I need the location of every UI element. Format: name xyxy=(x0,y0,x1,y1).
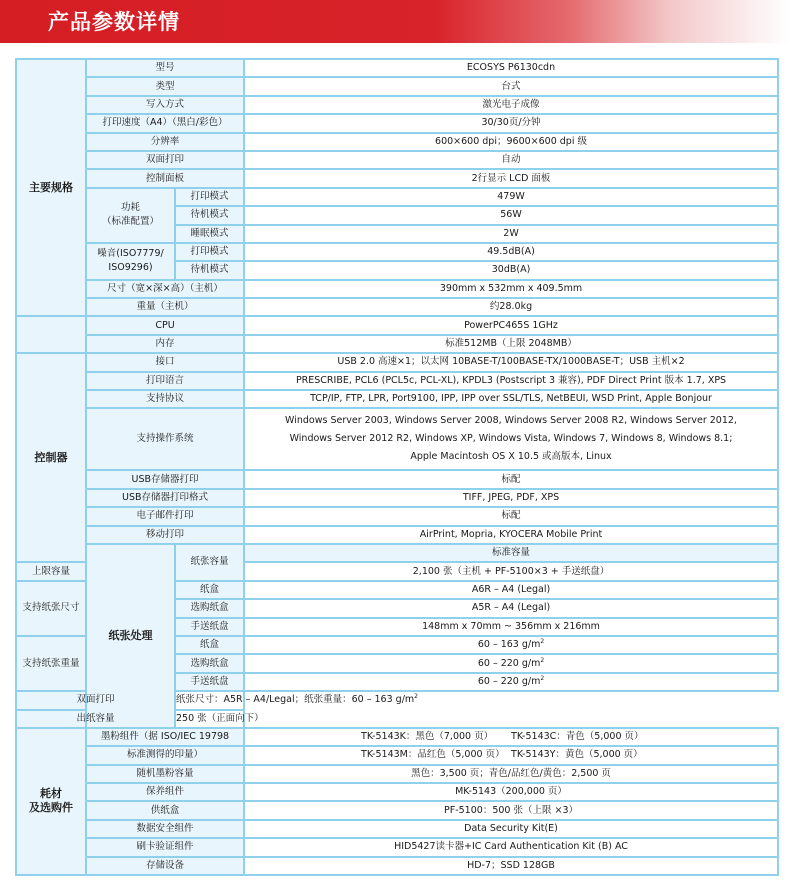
row-label-model: 型号 xyxy=(86,59,244,77)
row-value-noise-ready: 30dB(A) xyxy=(244,261,778,279)
row-label-write: 写入方式 xyxy=(86,96,244,114)
row-label-security: 数据安全组件 xyxy=(86,820,244,838)
row-label-speed: 打印速度（A4）（黑白/彩色） xyxy=(86,114,244,132)
table-row xyxy=(16,133,778,151)
table-row xyxy=(16,390,778,408)
row-sublabel-weight-manual: 手送纸盘 xyxy=(175,673,244,691)
row-sublabel-noise-ready: 待机模式 xyxy=(175,261,244,279)
unit-superscript: 2 xyxy=(540,656,545,664)
weight-optional-text: 60 – 220 g/m xyxy=(477,657,541,669)
row-value-weight-optional xyxy=(244,654,778,672)
row-label-interface: 接口 xyxy=(86,353,244,371)
row-label-mobile-print: 移动打印 xyxy=(86,526,244,544)
row-label-os: 支持操作系统 xyxy=(86,408,244,470)
row-value-security: Data Security Kit(E) xyxy=(244,820,778,838)
row-value-storage: HD-7；SSD 128GB xyxy=(244,857,778,875)
row-label-usb-print: USB存储器打印 xyxy=(86,470,244,488)
row-value-power-print: 479W xyxy=(244,188,778,206)
table-row xyxy=(16,765,778,783)
row-label-weight: 重量（主机） xyxy=(86,298,244,316)
toner-black: TK-5143K：黑色（7,000 页） xyxy=(361,731,494,743)
table-row xyxy=(16,489,778,507)
table-row xyxy=(16,59,778,77)
row-label-duplex: 双面打印 xyxy=(86,151,244,169)
section-label-main: 主要规格 xyxy=(16,59,86,316)
row-label-memory: 内存 xyxy=(86,335,244,353)
table-row xyxy=(16,316,778,334)
row-label-power xyxy=(86,188,175,243)
row-value-feeder: PF-5100：500 张（上限 ×3） xyxy=(244,801,778,819)
weight-cassette-text: 60 – 163 g/m xyxy=(477,639,541,651)
table-row xyxy=(16,710,778,728)
row-sublabel-size-cassette: 纸盒 xyxy=(175,581,244,599)
row-value-weight-manual xyxy=(244,673,778,691)
row-sublabel-weight-cassette: 纸盒 xyxy=(175,636,244,654)
noise-label-line1: 噪音(ISO7779/ xyxy=(97,248,164,260)
row-value-type: 台式 xyxy=(244,77,778,95)
table-row xyxy=(16,151,778,169)
table-row xyxy=(16,372,778,390)
weight-manual-text: 60 – 220 g/m xyxy=(477,675,541,687)
row-label-language: 打印语言 xyxy=(86,372,244,390)
row-value-duplex-paper xyxy=(175,691,418,709)
table-row xyxy=(16,470,778,488)
section-label-cpu xyxy=(16,316,86,353)
table-row xyxy=(16,353,778,371)
table-row xyxy=(16,838,778,856)
row-value-email-print: 标配 xyxy=(244,507,778,525)
table-row xyxy=(16,691,778,709)
row-value-speed: 30/30页/分钟 xyxy=(244,114,778,132)
row-value-power-sleep: 2W xyxy=(244,225,778,243)
row-sublabel-weight-optional: 选购纸盒 xyxy=(175,654,244,672)
row-label-storage: 存储设备 xyxy=(86,857,244,875)
row-label-maintenance: 保养组件 xyxy=(86,783,244,801)
spec-table xyxy=(15,58,779,876)
row-value-cpu: PowerPC465S 1GHz xyxy=(244,316,778,334)
row-value-size-cassette: A6R – A4 (Legal) xyxy=(244,581,778,599)
table-row xyxy=(16,783,778,801)
table-row xyxy=(16,335,778,353)
row-label-capacity: 纸张容量 xyxy=(175,544,244,581)
row-value-interface: USB 2.0 高速×1；以太网 10BASE-T/100BASE-TX/1000BASE-T；USB 主机×2 xyxy=(244,353,778,371)
row-label-email-print: 电子邮件打印 xyxy=(86,507,244,525)
table-row xyxy=(16,801,778,819)
row-value-starter-toner: 黑色：3,500 页；青色/品红色/黄色：2,500 页 xyxy=(244,765,778,783)
row-value-os xyxy=(244,408,778,470)
page-title: 产品参数详情 xyxy=(48,10,180,34)
consumables-label-line2: 及选购件 xyxy=(29,801,73,815)
section-header-bar xyxy=(0,0,790,43)
table-row xyxy=(16,243,778,261)
row-value-memory: 标准512MB（上限 2048MB） xyxy=(244,335,778,353)
row-label-feeder: 供纸盒 xyxy=(86,801,244,819)
row-value-write: 激光电子成像 xyxy=(244,96,778,114)
noise-label-line2: ISO9296) xyxy=(108,262,153,274)
row-label-paper-weight: 支持纸张重量 xyxy=(16,636,86,691)
table-row xyxy=(16,507,778,525)
row-value-output: 250 张（正面向下） xyxy=(175,710,244,728)
row-label-duplex-paper: 双面打印 xyxy=(16,691,175,709)
table-row xyxy=(16,820,778,838)
row-value-size: 390mm x 532mm x 409.5mm xyxy=(244,280,778,298)
row-label-starter-toner: 随机墨粉容量 xyxy=(86,765,244,783)
row-sublabel-power-sleep: 睡眠模式 xyxy=(175,225,244,243)
row-value-weight: 约28.0kg xyxy=(244,298,778,316)
row-label-noise xyxy=(86,243,175,280)
table-row xyxy=(16,298,778,316)
table-row xyxy=(16,544,778,562)
row-label-resolution: 分辨率 xyxy=(86,133,244,151)
table-row xyxy=(16,857,778,875)
row-value-power-ready: 56W xyxy=(244,206,778,224)
row-label-paper-size: 支持纸张尺寸 xyxy=(16,581,86,636)
os-line-2: Windows Server 2012 R2, Windows XP, Windows Vista, Windows 7, Windows 8, Windows 8.1; xyxy=(289,433,733,445)
toner-yellow: TK-5143Y：黄色（5,000 页） xyxy=(511,749,643,761)
unit-superscript: 2 xyxy=(540,638,545,646)
row-value-language: PRESCRIBE, PCL6 (PCL5c, PCL-XL), KPDL3 (Postscript 3 兼容), PDF Direct Print 版本 1.7, XPS xyxy=(244,372,778,390)
row-label-card-auth: 刷卡验证组件 xyxy=(86,838,244,856)
row-value-mobile-print: AirPrint, Mopria, KYOCERA Mobile Print xyxy=(244,526,778,544)
row-value-noise-print: 49.5dB(A) xyxy=(244,243,778,261)
consumables-label-line1: 耗材 xyxy=(40,787,62,801)
row-value-duplex: 自动 xyxy=(244,151,778,169)
table-row xyxy=(16,96,778,114)
row-label-usb-format: USB存储器打印格式 xyxy=(86,489,244,507)
row-value-usb-print: 标配 xyxy=(244,470,778,488)
row-sublabel-size-manual: 手送纸盘 xyxy=(175,618,244,636)
row-value-panel: 2行显示 LCD 面板 xyxy=(244,169,778,187)
section-label-controller: 控制器 xyxy=(16,353,86,562)
row-sublabel-size-optional: 选购纸盒 xyxy=(175,599,244,617)
table-row xyxy=(16,77,778,95)
table-row xyxy=(16,408,778,470)
power-label-line2: （标准配置） xyxy=(101,216,159,228)
row-value-resolution: 600×600 dpi；9600×600 dpi 级 xyxy=(244,133,778,151)
row-value-toner-yield xyxy=(244,746,778,764)
row-label-cpu: CPU xyxy=(86,316,244,334)
toner-magenta: TK-5143M：品红色（5,000 页） xyxy=(361,749,505,761)
row-value-size-manual: 148mm x 70mm ~ 356mm x 216mm xyxy=(244,618,778,636)
section-label-consumables xyxy=(16,728,86,875)
row-label-toner-kit: 墨粉组件（据 ISO/IEC 19798 xyxy=(86,728,244,746)
row-value-capacity-max: 2,100 张（主机 + PF-5100×3 + 手送纸盘） xyxy=(244,562,778,580)
table-row xyxy=(16,746,778,764)
row-label-protocol: 支持协议 xyxy=(86,390,244,408)
row-value-model: ECOSYS P6130cdn xyxy=(244,59,778,77)
row-value-maintenance: MK-5143（200,000 页） xyxy=(244,783,778,801)
row-label-panel: 控制面板 xyxy=(86,169,244,187)
row-label-toner-yield: 标准测得的印量） xyxy=(86,746,244,764)
os-line-1: Windows Server 2003, Windows Server 2008, Windows Server 2008 R2, Windows Server 2012, xyxy=(285,415,737,427)
row-value-protocol: TCP/IP, FTP, LPR, Port9100, IPP, IPP over SSL/TLS, NetBEUI, WSD Print, Apple Bonjour xyxy=(244,390,778,408)
unit-superscript: 2 xyxy=(540,674,545,682)
os-line-3: Apple Macintosh OS X 10.5 或高版本, Linux xyxy=(410,451,612,463)
duplex-paper-text: 纸张尺寸：A5R – A4/Legal；纸张重量：60 – 163 g/m xyxy=(176,694,415,706)
row-label-output: 出纸容量 xyxy=(16,710,175,728)
row-sublabel-power-print: 打印模式 xyxy=(175,188,244,206)
row-sublabel-noise-print: 打印模式 xyxy=(175,243,244,261)
row-label-type: 类型 xyxy=(86,77,244,95)
row-sublabel-power-ready: 待机模式 xyxy=(175,206,244,224)
row-value-toner-kit xyxy=(244,728,778,746)
toner-cyan: TK-5143C：青色（5,000 页） xyxy=(511,731,644,743)
row-value-size-optional: A5R – A4 (Legal) xyxy=(244,599,778,617)
table-row xyxy=(16,280,778,298)
table-row xyxy=(16,169,778,187)
unit-superscript: 2 xyxy=(414,693,418,701)
table-row xyxy=(16,526,778,544)
row-value-card-auth: HID5427读卡器+IC Card Authentication Kit (B) AC xyxy=(244,838,778,856)
table-row xyxy=(16,188,778,206)
table-row xyxy=(16,114,778,132)
table-row xyxy=(16,728,778,746)
row-label-size: 尺寸（宽×深×高）（主机） xyxy=(86,280,244,298)
row-value-weight-cassette xyxy=(244,636,778,654)
section-label-paper: 纸张处理 xyxy=(86,544,175,728)
power-label-line1: 功耗 xyxy=(120,202,140,214)
row-value-usb-format: TIFF, JPEG, PDF, XPS xyxy=(244,489,778,507)
row-sublabel-capacity-max: 上限容量 xyxy=(16,562,86,580)
row-sublabel-capacity-standard: 标准容量 xyxy=(244,544,778,562)
